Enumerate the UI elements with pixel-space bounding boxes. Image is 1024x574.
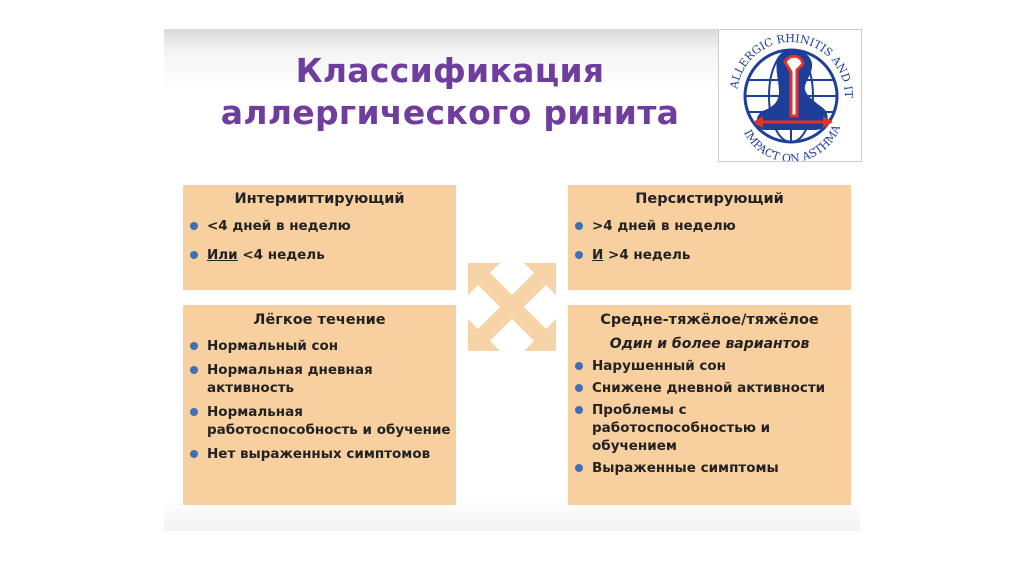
severe-heading: Средне-тяжёлое/тяжёлое: [600, 312, 819, 328]
list-item: Выраженные симптомы: [568, 459, 851, 477]
logo-top-text: ALLERGIC RHINITIS AND IT: [727, 31, 856, 99]
mild-heading: Лёгкое течение: [253, 312, 386, 328]
persistent-box: [568, 185, 851, 290]
list-item: [568, 246, 851, 264]
intermittent-item-1: <4 дней в неделю: [207, 218, 351, 234]
list-item: Нет выраженных симптомов: [183, 445, 456, 463]
list-item: [183, 217, 456, 235]
logo-bottom-text: IMPACT ON ASTHMA: [741, 122, 844, 161]
page-title: [190, 50, 710, 134]
four-way-arrows-icon: [462, 257, 562, 357]
intermittent-item-2-prefix: Или: [207, 247, 238, 263]
intermittent-item-2-rest: <4 недель: [237, 247, 325, 263]
intermittent-box: [183, 185, 456, 290]
list-item: [183, 246, 456, 264]
mild-box: [183, 305, 456, 505]
intermittent-heading: Интермиттирующий: [234, 191, 405, 207]
list-item: Нормальный сон: [183, 337, 456, 355]
title-line-1: Классификация: [295, 51, 605, 90]
persistent-item-2-rest: >4 недель: [603, 247, 691, 263]
title-line-2: аллергического ринита: [220, 93, 680, 132]
list-item: Нормальная дневная активность: [183, 361, 456, 397]
globe-with-nose-icon: [719, 30, 861, 161]
list-item: Нарушенный сон: [568, 357, 851, 375]
persistent-heading: Персистирующий: [635, 191, 784, 207]
list-item: [568, 217, 851, 235]
severe-box: [568, 305, 851, 505]
list-item: Проблемы с работоспособностью и обучением: [568, 401, 851, 455]
persistent-item-2-prefix: И: [592, 247, 604, 263]
aria-logo: [718, 29, 862, 162]
persistent-item-1: >4 дней в неделю: [592, 218, 736, 234]
list-item: Нормальная работоспособность и обучение: [183, 403, 456, 439]
severe-subheading: Один и более вариантов: [609, 336, 810, 352]
list-item: Снижене дневной активности: [568, 379, 851, 397]
